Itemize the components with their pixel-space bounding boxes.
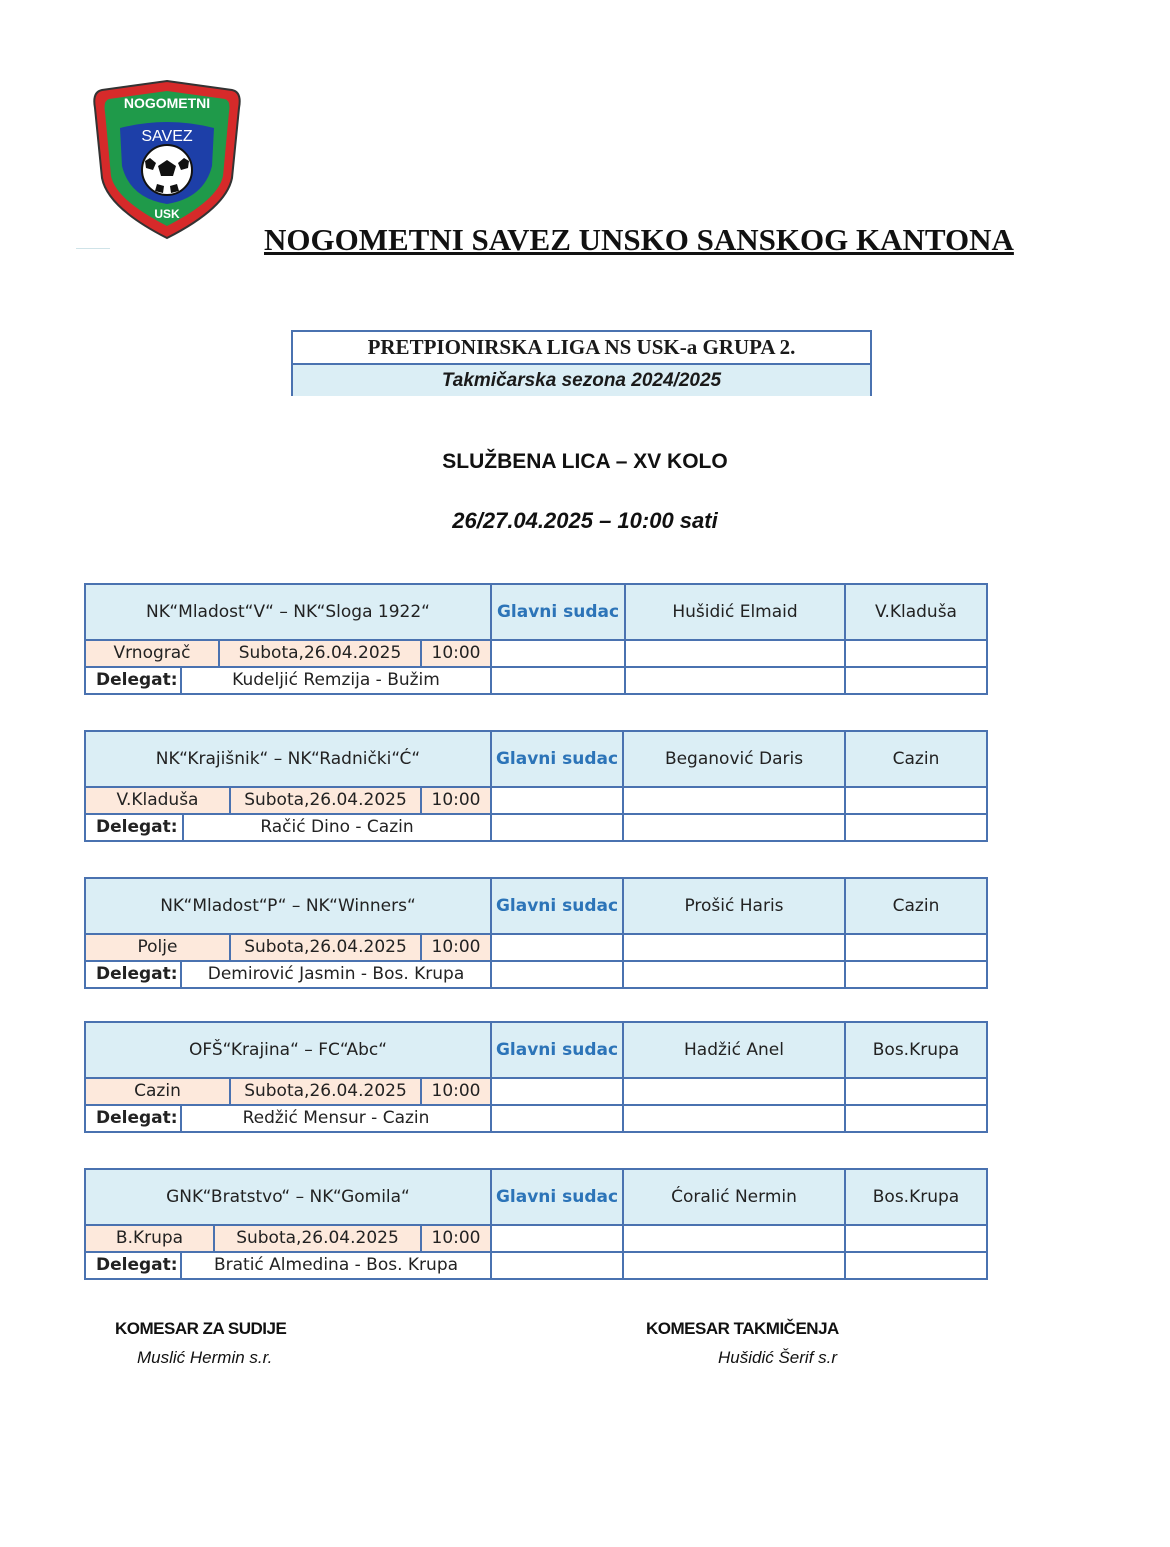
match-table [84, 1021, 988, 1133]
empty-cell [845, 1252, 987, 1279]
logo-text-bottom: USK [154, 207, 180, 221]
empty-cell [625, 667, 845, 694]
match-table [84, 583, 988, 695]
signature-left [115, 1319, 286, 1368]
empty-cell [845, 814, 987, 841]
match-info [85, 640, 491, 667]
league-season: Takmičarska sezona 2024/2025 [293, 365, 870, 396]
match-info [85, 787, 491, 814]
empty-cell [623, 1225, 845, 1252]
empty-cell [845, 1078, 987, 1105]
league-box [291, 330, 872, 396]
referee-name: Hadžić Anel [623, 1022, 845, 1078]
signature-name: Muslić Hermin s.r. [137, 1348, 273, 1367]
match-time: 10:00 [422, 641, 490, 666]
referee-role: Glavni sudac [491, 1022, 623, 1078]
match-venue: Vrnograč [86, 641, 220, 666]
empty-cell [491, 787, 623, 814]
empty-cell [845, 1225, 987, 1252]
match-table [84, 1168, 988, 1280]
delegate-name: Kudeljić Remzija - Bužim [232, 670, 440, 690]
empty-cell [845, 787, 987, 814]
empty-cell [845, 640, 987, 667]
referee-city: Cazin [845, 731, 987, 787]
referee-role: Glavni sudac [491, 731, 623, 787]
delegate-label: Delegat: [86, 668, 182, 693]
signature-title: KOMESAR TAKMIČENJA [646, 1319, 839, 1338]
match-day: Subota,26.04.2025 [231, 935, 422, 960]
empty-cell [491, 1225, 623, 1252]
logo-text-middle: SAVEZ [141, 128, 193, 145]
match-day: Subota,26.04.2025 [231, 1079, 422, 1104]
match-day: Subota,26.04.2025 [231, 788, 422, 813]
referee-city: Cazin [845, 878, 987, 934]
match-venue: Cazin [86, 1079, 231, 1104]
delegate-info [85, 961, 491, 988]
date-heading: 26/27.04.2025 – 10:00 sati [452, 508, 718, 533]
signature-name: Hušidić Šerif s.r [718, 1348, 838, 1367]
match-venue: B.Krupa [86, 1226, 215, 1251]
delegate-info [85, 1105, 491, 1132]
empty-cell [491, 934, 623, 961]
match-time: 10:00 [422, 788, 490, 813]
delegate-name: Račić Dino - Cazin [260, 817, 414, 837]
match-teams: NK“Mladost“P“ – NK“Winners“ [85, 878, 491, 934]
empty-cell [491, 640, 625, 667]
match-day: Subota,26.04.2025 [215, 1226, 422, 1251]
logo-text-top: NOGOMETNI [123, 95, 211, 111]
empty-cell [625, 640, 845, 667]
empty-cell [623, 1105, 845, 1132]
empty-cell [623, 934, 845, 961]
delegate-info [85, 814, 491, 841]
empty-cell [491, 961, 623, 988]
empty-cell [623, 1078, 845, 1105]
match-day: Subota,26.04.2025 [220, 641, 422, 666]
delegate-name: Demirović Jasmin - Bos. Krupa [207, 964, 465, 984]
match-info [85, 1225, 491, 1252]
empty-cell [845, 961, 987, 988]
referee-role: Glavni sudac [491, 584, 625, 640]
delegate-label: Delegat: [86, 1253, 182, 1278]
referee-name: Ćoralić Nermin [623, 1169, 845, 1225]
referee-city: Bos.Krupa [845, 1169, 987, 1225]
referee-city: V.Kladuša [845, 584, 987, 640]
empty-cell [623, 1252, 845, 1279]
match-time: 10:00 [422, 935, 490, 960]
match-time: 10:00 [422, 1079, 490, 1104]
empty-cell [491, 667, 625, 694]
delegate-info [85, 1252, 491, 1279]
empty-cell [491, 814, 623, 841]
logo-underline [76, 248, 110, 249]
signature-title: KOMESAR ZA SUDIJE [115, 1319, 287, 1338]
empty-cell [623, 787, 845, 814]
delegate-name: Redžić Mensur - Cazin [242, 1108, 430, 1128]
match-table [84, 877, 988, 989]
delegate-info [85, 667, 491, 694]
empty-cell [491, 1105, 623, 1132]
referee-role: Glavni sudac [491, 878, 623, 934]
delegate-label: Delegat: [86, 815, 184, 840]
empty-cell [845, 934, 987, 961]
referee-name: Hušidić Elmaid [625, 584, 845, 640]
page-title: NOGOMETNI SAVEZ UNSKO SANSKOG KANTONA [264, 222, 1014, 257]
empty-cell [491, 1252, 623, 1279]
delegate-name: Bratić Almedina - Bos. Krupa [213, 1255, 459, 1275]
referee-name: Beganović Daris [623, 731, 845, 787]
nogometni-savez-logo [92, 78, 242, 242]
match-info [85, 1078, 491, 1105]
empty-cell [845, 1105, 987, 1132]
match-venue: V.Kladuša [86, 788, 231, 813]
match-teams: NK“Mladost“V“ – NK“Sloga 1922“ [85, 584, 491, 640]
referee-name: Prošić Haris [623, 878, 845, 934]
match-venue: Polje [86, 935, 231, 960]
match-time: 10:00 [422, 1226, 490, 1251]
signature-right [646, 1319, 839, 1368]
empty-cell [845, 667, 987, 694]
officials-heading: SLUŽBENA LICA – XV KOLO [442, 450, 728, 473]
match-teams: OFŠ“Krajina“ – FC“Abc“ [85, 1022, 491, 1078]
match-info [85, 934, 491, 961]
empty-cell [623, 814, 845, 841]
match-teams: NK“Krajišnik“ – NK“Radnički“Ć“ [85, 731, 491, 787]
referee-city: Bos.Krupa [845, 1022, 987, 1078]
empty-cell [491, 1078, 623, 1105]
empty-cell [623, 961, 845, 988]
match-teams: GNK“Bratstvo“ – NK“Gomila“ [85, 1169, 491, 1225]
delegate-label: Delegat: [86, 1106, 182, 1131]
league-title: PRETPIONIRSKA LIGA NS USK-a GRUPA 2. [293, 332, 870, 365]
match-table [84, 730, 988, 842]
delegate-label: Delegat: [86, 962, 182, 987]
referee-role: Glavni sudac [491, 1169, 623, 1225]
